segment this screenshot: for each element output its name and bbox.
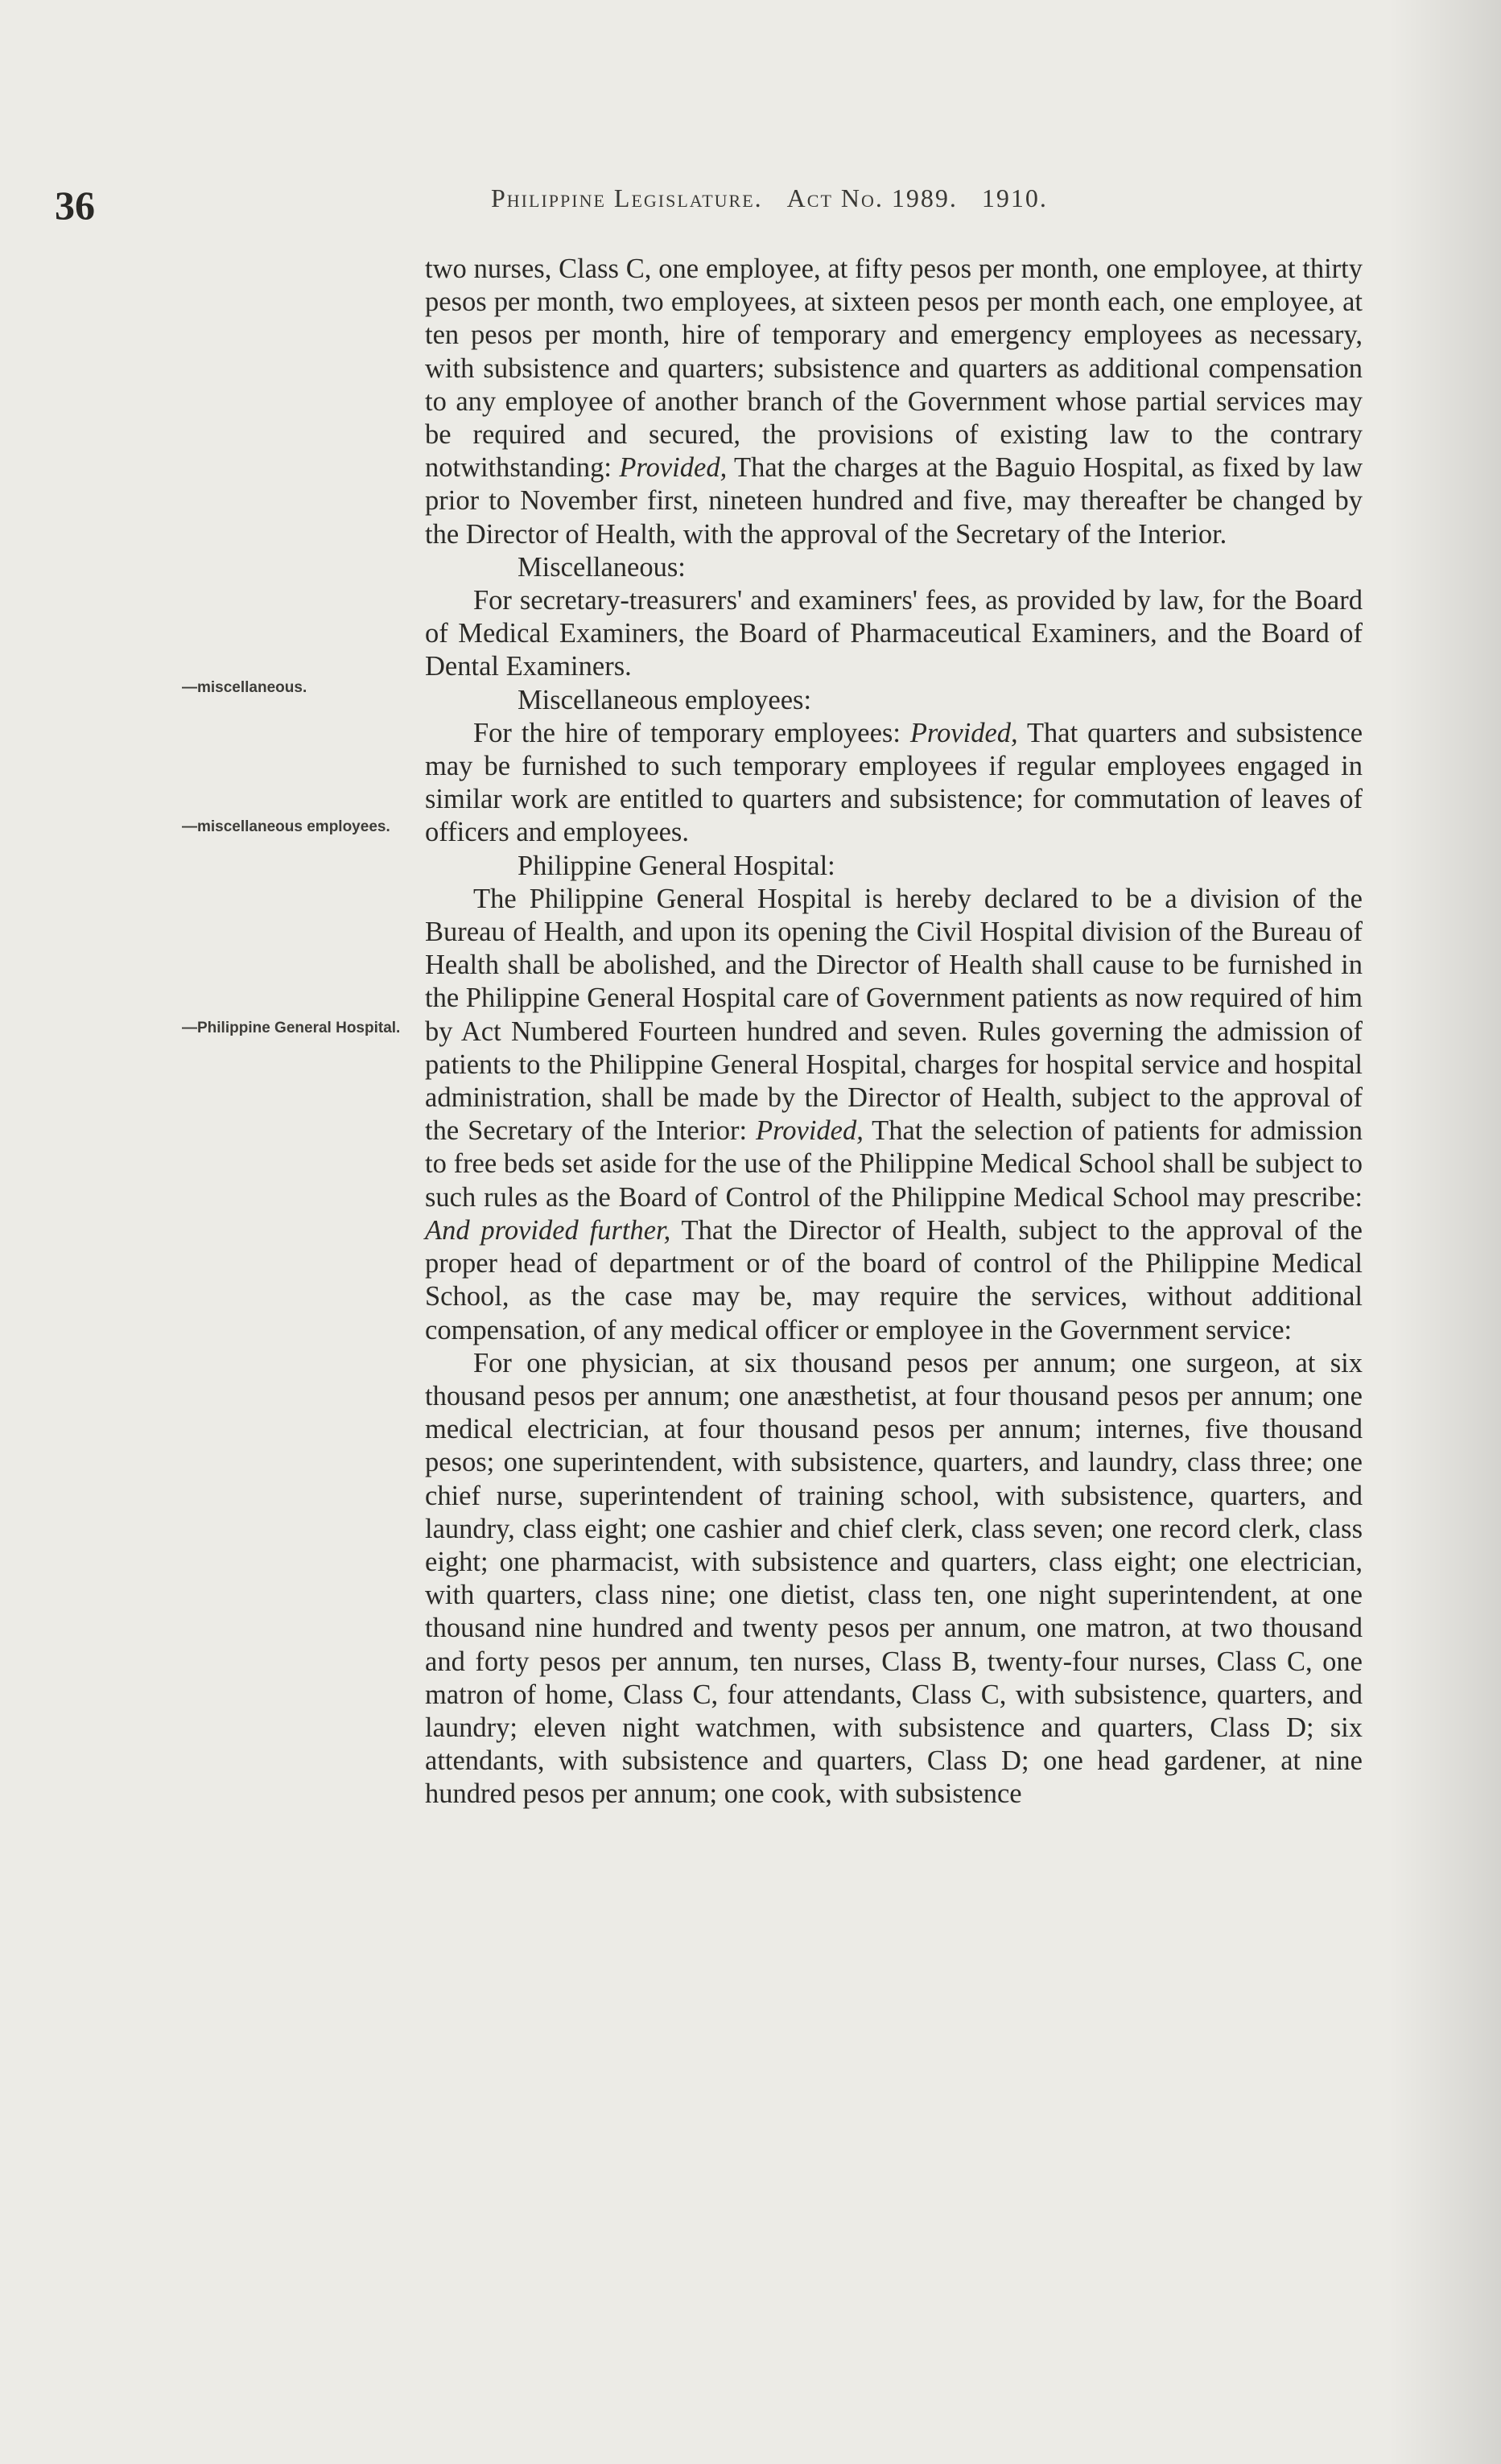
margin-note-miscellaneous-employees: —miscellaneous employees. bbox=[182, 818, 390, 835]
body-text bbox=[425, 253, 1363, 1811]
italic-proviso: And provided further, bbox=[425, 1214, 671, 1246]
paragraph-hospital-staff: For one physician, at six thousand pesos per annum; one surgeon, at six thousand pesos per annum; one anæsthetist, at four thousand pesos per annum; one medical electrician, at four thousand pesos per annum; internes, five thousand pesos; one superintendent, with subsistence, quarters, and laundry, class three; one chief nurse, superintendent of training school, with subsistence, quarters, and laundry, class eight; one cashier and chief clerk, class seven; one record clerk, class eight; one pharmacist, with subsistence and quarters, class eight; one electrician, with quarters, class nine; one dietist, class ten, one night superintendent, at one thousand nine hundred and twenty pesos per annum, one matron, at two thousand and forty pesos per annum, ten nurses, Class B, twenty-four nurses, Class C, one matron of home, Class C, four attendants, Class C, with subsistence, quarters, and laundry; eleven night watchmen, with subsistence and quarters, Class D; six attendants, with subsistence and quarters, Class D; one head gardener, at nine hundred pesos per annum; one cook, with subsistence bbox=[425, 1347, 1363, 1810]
paragraph-miscellaneous-employees bbox=[425, 717, 1363, 850]
heading-miscellaneous: Miscellaneous: bbox=[518, 551, 686, 583]
text-run: The Philippine General Hospital is hereby declared to be a division of the Bureau of Health, and upon its opening the Civil Hospital division of the Bureau of Health shall be abolished, and the Director of Health shall cause to be furnished in the Philippine General Hospital care of Government patients as now required of him by Act Numbered Fourteen hundred and seven. Rules governing the admission of patients to the Philippine General Hospital, charges for hospital service and hospital administration, shall be made by the Director of Health, subject to the approval of the Secretary of the Interior: bbox=[425, 883, 1363, 1147]
header-legislature: Philippine Legislature. bbox=[491, 183, 763, 212]
margin-note-miscellaneous: —miscellaneous. bbox=[182, 679, 307, 696]
header-year: 1910. bbox=[981, 183, 1048, 212]
text-run: That the Director of Health, subject to the approval of the proper head of department or of the board of control of the Philippine Medical School, as the case may be, may require the services, without additional compensation, of any medical officer or employee in the Government service: bbox=[425, 1214, 1363, 1345]
margin-note-general-hospital: —Philippine General Hospital. bbox=[182, 1020, 401, 1036]
heading-miscellaneous-employees: Miscellaneous employees: bbox=[518, 684, 812, 715]
paragraph-miscellaneous: For secretary-treasurers' and examiners' fees, as provided by law, for the Board of Medical Examiners, the Board of Pharmaceutical Examiners, and the Board of Dental Examiners. bbox=[425, 585, 1363, 682]
text-run: That the charges at the Baguio Hospital, as fixed by law prior to November first, nineteen hundred and five, may thereafter be changed by the Director of Health, with the approval of the Secretary of the Interior. bbox=[425, 452, 1363, 550]
italic-proviso: Provided, bbox=[756, 1115, 864, 1147]
page-number: 36 bbox=[55, 183, 95, 228]
paragraph-general-hospital bbox=[425, 883, 1363, 1347]
header-act-number: Act No. 1989. bbox=[786, 183, 958, 212]
text-run: That the selection of patients for admission to free beds set aside for the use of the Philippine Medical School shall be subject to such rules as the Board of Control of the Philippine Medical School may prescribe: bbox=[425, 1115, 1363, 1213]
heading-general-hospital: Philippine General Hospital: bbox=[518, 850, 835, 881]
paragraph-nurses bbox=[425, 253, 1363, 551]
text-run: That quarters and subsistence may be furnished to such temporary employees if regular employees engaged in similar work are entitled to quarters and subsistence; for commutation of leaves of officers and employees. bbox=[425, 717, 1363, 848]
italic-proviso: Provided, bbox=[909, 717, 1018, 748]
page-edge-shadow bbox=[1388, 0, 1501, 2464]
text-run: For the hire of temporary employees: bbox=[473, 717, 910, 748]
running-header bbox=[491, 183, 1376, 213]
italic-proviso: Provided, bbox=[619, 452, 728, 484]
text-run: two nurses, Class C, one employee, at fifty pesos per month, one employee, at thirty pesos per month, two employees, at sixteen pesos per month each, one employee, at ten pesos per month, hire of temporary and emergency employees as necessary, with subsistence and quarters; subsistence and quarters as additional compensation to any employee of another branch of the Government whose partial services may be required and secured, the provisions of existing law to the contrary notwithstanding: bbox=[425, 253, 1363, 484]
